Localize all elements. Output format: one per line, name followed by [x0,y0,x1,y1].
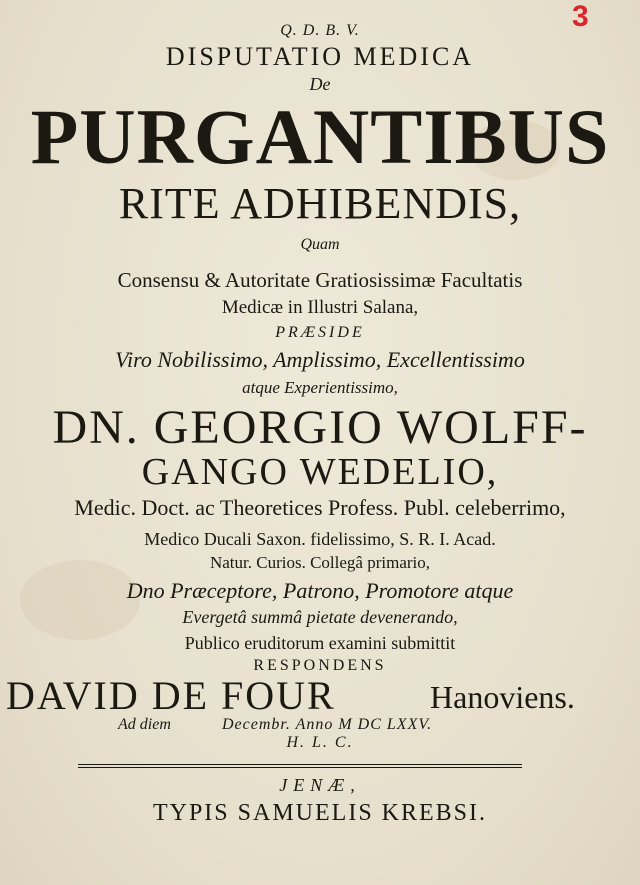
praeses-name-line2: GANGO WEDELIO, [141,451,499,493]
sub-title: RITE ADHIBENDIS, [118,179,522,228]
viro-line: Viro Nobilissimo, Amplissimo, Excellentissimo [115,347,525,372]
atque-line: atque Experientissimo, [242,378,398,397]
hlc-line: H. L. C. [286,734,354,751]
medic-line1: Medic. Doct. ac Theoretices Profess. Publ. celeberrimo, [74,495,566,520]
natur-line: Natur. Curios. Collegâ primario, [209,553,431,572]
praeside-line: PRÆSIDE [275,324,365,341]
evergeta-line: Evergetâ summâ pietate devenerando, [182,607,458,627]
quam-line: Quam [300,236,340,253]
medic-line2: Medico Ducali Saxon. fidelissimo, S. R. I. Acad. [144,529,496,549]
praeses-name-line1: DN. GEORGIO WOLFF- [52,401,588,454]
page-number: 3 [572,0,589,33]
respondent-name: DAVID DE FOUR [6,673,336,718]
de-line: De [309,74,331,94]
date-line: Decembr. Anno M DC LXXV. [222,716,433,733]
imprint-printer: TYPIS SAMUELIS KREBSI. [152,800,488,826]
divider-rule [78,764,522,768]
consensu-line: Consensu & Autoritate Gratiosissimæ Facultatis [117,268,523,292]
publico-line: Publico eruditorum examini submittit [184,633,456,653]
title-line: DISPUTATIO MEDICA [165,42,475,71]
medicae-line: Medicæ in Illustri Salana, [221,297,419,318]
respondent-origin: Hanoviens. [430,679,575,715]
ad-diem: Ad diem [118,716,171,733]
main-title: PURGANTIBUS [30,93,610,180]
dno-line: Dno Præceptore, Patrono, Promotore atque [126,578,514,603]
respondens-line: RESPONDENS [253,657,387,674]
imprint-place: JENÆ, [279,775,361,795]
ql-line: Q. D. B. V. [280,22,360,39]
